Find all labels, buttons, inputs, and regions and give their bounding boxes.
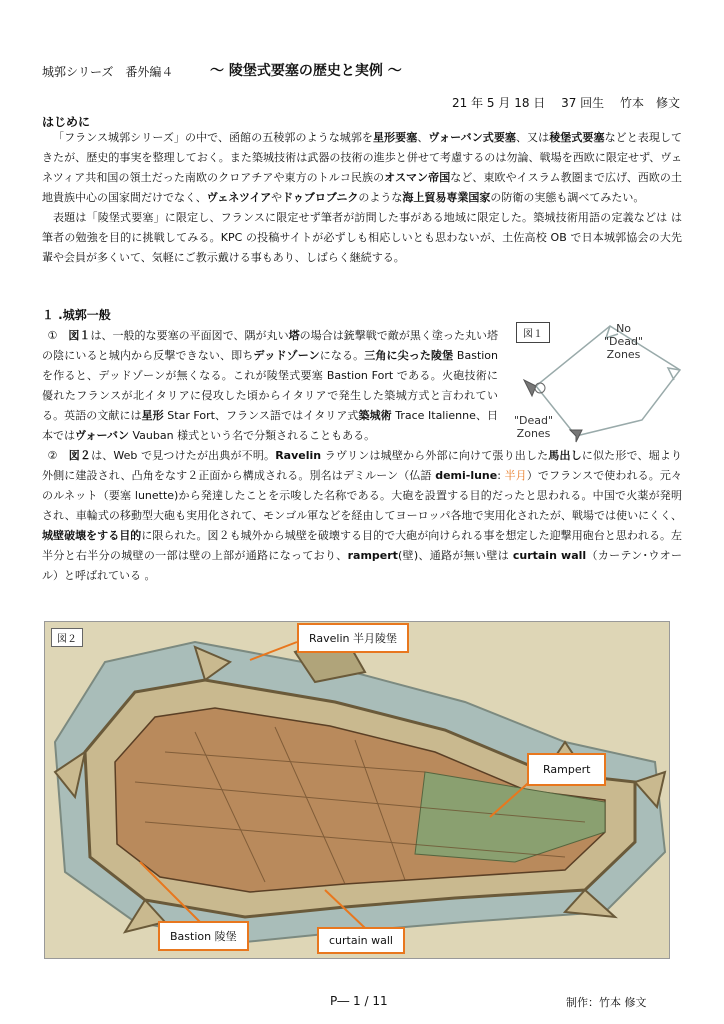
text-run: (壁)、通路が無い壁は [397, 549, 513, 562]
text-run: 星形 [141, 409, 164, 422]
text-run: Vauban 様式という名で分類されることもある。 [129, 429, 376, 442]
figure-2-map [44, 621, 670, 959]
text-run: 城壁破壊をする目的 [42, 529, 142, 542]
series-label: 城郭シリーズ 番外編４ [42, 65, 174, 79]
section-1-paragraph-1 [42, 326, 498, 446]
text-run: 三角に尖った陵堡 [364, 349, 454, 362]
text-run: 築城術 [358, 409, 392, 422]
text-run: オスマン帝国 [384, 171, 451, 184]
text-run: curtain wall [512, 549, 587, 562]
rampert-callout: Rampert [527, 753, 606, 786]
text-run: ② [47, 449, 69, 462]
section-1-heading: １ .城郭一般 [42, 308, 111, 322]
page-number: P― 1 / 11 [330, 994, 388, 1008]
figure-1-diagram [510, 308, 690, 458]
text-run: Star Fort、フランス語ではイタリア式 [163, 409, 359, 422]
dead-zone-triangle [524, 380, 536, 396]
text-run: Trace Italienne、日本では [42, 409, 499, 442]
text-run: ドゥブロブニク [282, 191, 359, 204]
text-run: など、東欧やイスラム教圏まで広げ、西欧の土地貴族中心の国家間だけでなく、 [42, 171, 682, 204]
text-run: demi-lune [435, 469, 498, 482]
no-dead-zones-label: No "Dead" Zones [604, 322, 644, 361]
date-author-line: 21 年 5 月 18 日 37 回生 竹本 修文 [452, 96, 680, 110]
intro-paragraph-2: 表題は「陵堡式要塞」に限定し、フランスに限定せず筆者が訪問した事がある地域に限定した。築城技術用語の定義などは は筆者の勉強を目的に挑戦してみる。KPC の投稿サイトが必ずしも相応しいとも思わないが、土佐高校 OB で日本城郭協会の大先輩や会員が多くいて、気軽にご教示戴ける事もあり、しばらく継続する。 [42, 211, 682, 264]
footer-author: 制作：竹本 修文 [566, 996, 647, 1009]
figure-2-label: 図２ [51, 628, 83, 647]
text-run: ① [47, 329, 69, 342]
figure-1-label: 図１ [516, 322, 550, 343]
text-run: 稜堡式要塞 [549, 131, 605, 144]
text-run: Ravelin [275, 449, 322, 462]
text-run: ヴォーバン式要塞 [428, 131, 516, 144]
text-run: は、一般的な要塞の平面図で、隅が丸い [90, 329, 289, 342]
intro-paragraph-1 [42, 128, 682, 208]
intro-heading: はじめに [42, 115, 91, 129]
text-run: になる。 [319, 349, 365, 362]
text-run: 、 [417, 131, 429, 144]
text-run: は、Web で見つけたが出典が不明。 [91, 449, 276, 462]
text-run: に限られた。図２も城外から城壁を破壊する目的で大砲が向けられる事を想定した迎撃用砲台と思われる。左半分と右半分の城壁の一部は壁の上部が通路になっており、 [42, 529, 683, 562]
text-run: 図１ [68, 329, 91, 342]
text-run: Bastion を作ると、デッドゾーンが無くなる。これが陵堡式要塞 Bastion Fort である。火砲技術に優れたフランスが北イタリアに侵攻した頃からイタリアで発生した築城方式と言われている。英語の文献には [42, 349, 499, 422]
text-run: デッドゾーン [253, 349, 320, 362]
text-run: 「フランス城郭シリーズ」の中で、函館の五稜郭のような城郭を [53, 131, 374, 144]
text-run: 塔 [288, 329, 300, 342]
text-run: などと表現してきたが、歴史的事実を整理しておく。また築城技術は武器の技術の進歩と併せて考慮するのは勿論、戦場を西欧に限定せず、ヴェネツィア共和国の領土だった南欧のクロアチアや東方のトルコ民族の [42, 131, 683, 184]
dead-zones-label: "Dead" Zones [514, 414, 554, 440]
text-run: ）でフランスで使われる。元々のルネット（要塞 lunette)から発達したことを示唆した名称である。大砲を設置する目的だったと思われる。中国で火薬が発明され、車輪式の移動型大砲も実用化されて、モンゴル軍などを経由してヨーロッパ各地で実用化されたが、戦場では使いにくく、 [42, 469, 683, 522]
text-run: 海上貿易専業国家 [402, 191, 491, 204]
section-1-paragraph-2 [42, 446, 682, 586]
text-run: 図２ [68, 449, 92, 462]
text-run: 馬出し [548, 449, 582, 462]
text-run: ヴェネツイア [206, 191, 272, 204]
page-title: ～ 陵堡式要塞の歴史と実例 ～ [210, 63, 402, 79]
text-run: ラヴリンは城壁から外部に向けて張り出した [321, 449, 549, 462]
text-run: rampert [347, 549, 398, 562]
text-run: のような [358, 191, 403, 204]
ravelin-callout: Ravelin 半月陵堡 [297, 623, 409, 653]
text-run: の場合は銃撃戦で敵が黒く塗った丸い塔の陰にいると城内から反撃できない、即ち [42, 329, 499, 362]
curtain-wall-callout: curtain wall [317, 927, 405, 954]
text-run: （カーテン･ウオール）と呼ばれている 。 [42, 549, 683, 582]
text-run: に似た形で、堀より外側に建設され、凸角をなす２正面から構成される。別名はデミルーン（仏語 [42, 449, 683, 482]
dead-zone-triangle [570, 430, 582, 442]
text-run: 星形要塞 [373, 131, 418, 144]
fortified-city-map [45, 622, 669, 958]
bastion-callout: Bastion 陵堡 [158, 921, 249, 951]
text-run: の防衛の実態も調べてみたい。 [490, 191, 645, 204]
text-run: 半月 [504, 469, 527, 482]
text-run: 、又は [515, 131, 550, 144]
text-run: や [271, 191, 283, 204]
text-run: ヴォーバン [75, 429, 130, 442]
text-run: : [497, 469, 505, 482]
